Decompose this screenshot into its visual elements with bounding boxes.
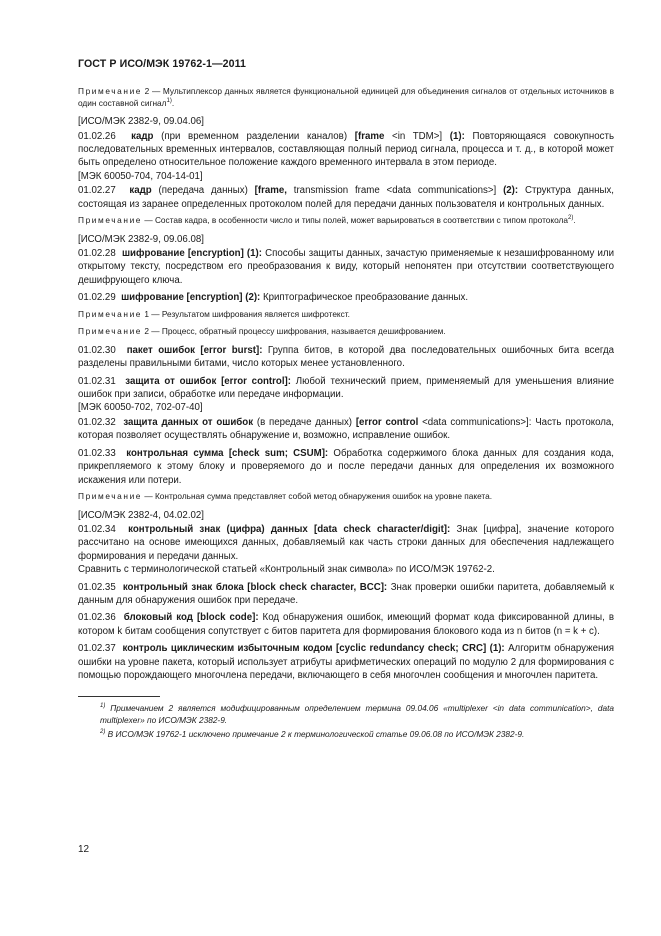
- source-reference: [ИСО/МЭК 2382-9, 09.04.06]: [78, 116, 204, 128]
- term-entry: 01.02.28 шифрование [encryption] (1): Способы защиты данных, зачастую применяемые к незашифрованному или открытому тексту, посредством его преобразования к виду, который непонятен при отсутствии соответствующего дешифрующего ключа.: [78, 248, 614, 286]
- compare-note: Сравнить с терминологической статьей «Контрольный знак символа» по ИСО/МЭК 19762-2.: [78, 564, 495, 576]
- term-entry: 01.02.27 кадр (передача данных) [frame, transmission frame <data communications>] (2): Структура данных, состоящая из заранее определенных протоколом полей для передачи данных пользователя и контрольных данных.: [78, 185, 614, 210]
- term-entry: 01.02.37 контроль циклическим избыточным кодом [cyclic redundancy check; CRC] (1): Алгоритм обнаружения ошибки на уровне пакета, который использует атрибуты арифметических операций по модулю 2 для формирования с помощью порождающего многочлена передачи, включающего в себя многочлен сообщения и многочлен паритета.: [78, 643, 614, 681]
- footnote-divider: [78, 696, 160, 697]
- term-entry: 01.02.26 кадр (при временном разделении каналов) [frame <in TDM>] (1): Повторяющаяся совокупность последовательных временных интервалов, составляющая полный период сигнала, процесса и т. д., в которой может быть определено относительное положение каждого временного интервала в этом периоде.: [78, 130, 614, 169]
- term-entry: 01.02.35 контрольный знак блока [block check character, BCC]: Знак проверки ошибки паритета, добавляемый к данным для обнаружения ошибок при передаче.: [78, 581, 614, 606]
- note-label: Примечание: [78, 86, 143, 96]
- term-entry: 01.02.32 защита данных от ошибок (в передаче данных) [error control <data communications>]: Часть протокола, которая позволяет осуществлять обнаружение и, возможно, исправление ошибок.: [78, 416, 614, 442]
- source-reference: [ИСО/МЭК 2382-9, 09.06.08]: [78, 233, 204, 245]
- page-number: 12: [78, 844, 90, 855]
- note: Примечание 2 — Процесс, обратный процессу шифрования, называется дешифрованием.: [78, 326, 446, 337]
- document-header: ГОСТ Р ИСО/МЭК 19762-1—2011: [78, 58, 247, 70]
- term-entry: 01.02.34 контрольный знак (цифра) данных [data check character/digit]: Знак [цифра], значение которого рассчитано на основе имеющихся данных, добавляемый как часть строки данных для обеспечения надлежащего формирования и передачи данных.: [78, 523, 614, 562]
- term-entry: 01.02.30 пакет ошибок [error burst]: Группа битов, в которой два последовательных ошибочных бита всегда разделены правильными битами, число которых менее установленного.: [78, 344, 614, 370]
- term-entry: 01.02.29 шифрование [encryption] (2): Криптографическое преобразование данных.: [78, 292, 469, 304]
- document-body: [78, 86, 614, 742]
- source-reference: [ИСО/МЭК 2382-4, 04.02.02]: [78, 509, 204, 521]
- footnote: $^{2)}$ В ИСО/МЭК 19762-1 исключено примечание 2 к терминологической статье 09.06.08 по ИСО/МЭК 2382-9.: [100, 728, 525, 739]
- term-entry: 01.02.31 защита от ошибок [error control]: Любой технический прием, применяемый для уменьшения влияние ошибок при записи, обработке или передаче информации.: [78, 375, 614, 401]
- footnote: $^{1)}$ Примечанием 2 является модифицированным определением термина 09.04.06 «multiplexer <in data communication>, data multiplexer» по ИСО/МЭК 2382-9.: [100, 703, 614, 725]
- source-reference: [МЭК 60050-704, 704-14-01]: [78, 170, 203, 182]
- term-entry: 01.02.33 контрольная сумма [check sum; CSUM]: Обработка содержимого блока данных для создания кода, прикрепляемого к этому блоку и проверяемого до и после передачи данных для определения их возможного искажения или потери.: [78, 447, 614, 486]
- note: Примечание 1 — Результатом шифрования является шифротекст.: [78, 308, 350, 319]
- source-reference: [МЭК 60050-702, 702-07-40]: [78, 402, 203, 414]
- note: Примечание 2 — Мультиплексор данных является функциональной единицей для объединения сигналов от отдельных источников в один составной сигнал$^{1)}$.: [78, 86, 614, 108]
- term-entry: 01.02.36 блоковый код [block code]: Код обнаружения ошибок, имеющий формат кода фиксированной длины, в котором k битам сообщения сопутствует c битов паритета для формирования блокового кода из n битов (n = k + c).: [78, 612, 614, 637]
- note: Примечание — Состав кадра, в особенности число и типы полей, может варьироваться в соответствии с типом протокола$^{2)}$.: [78, 215, 576, 226]
- note: Примечание — Контрольная сумма представляет собой метод обнаружения ошибок на уровне пакета.: [78, 490, 493, 501]
